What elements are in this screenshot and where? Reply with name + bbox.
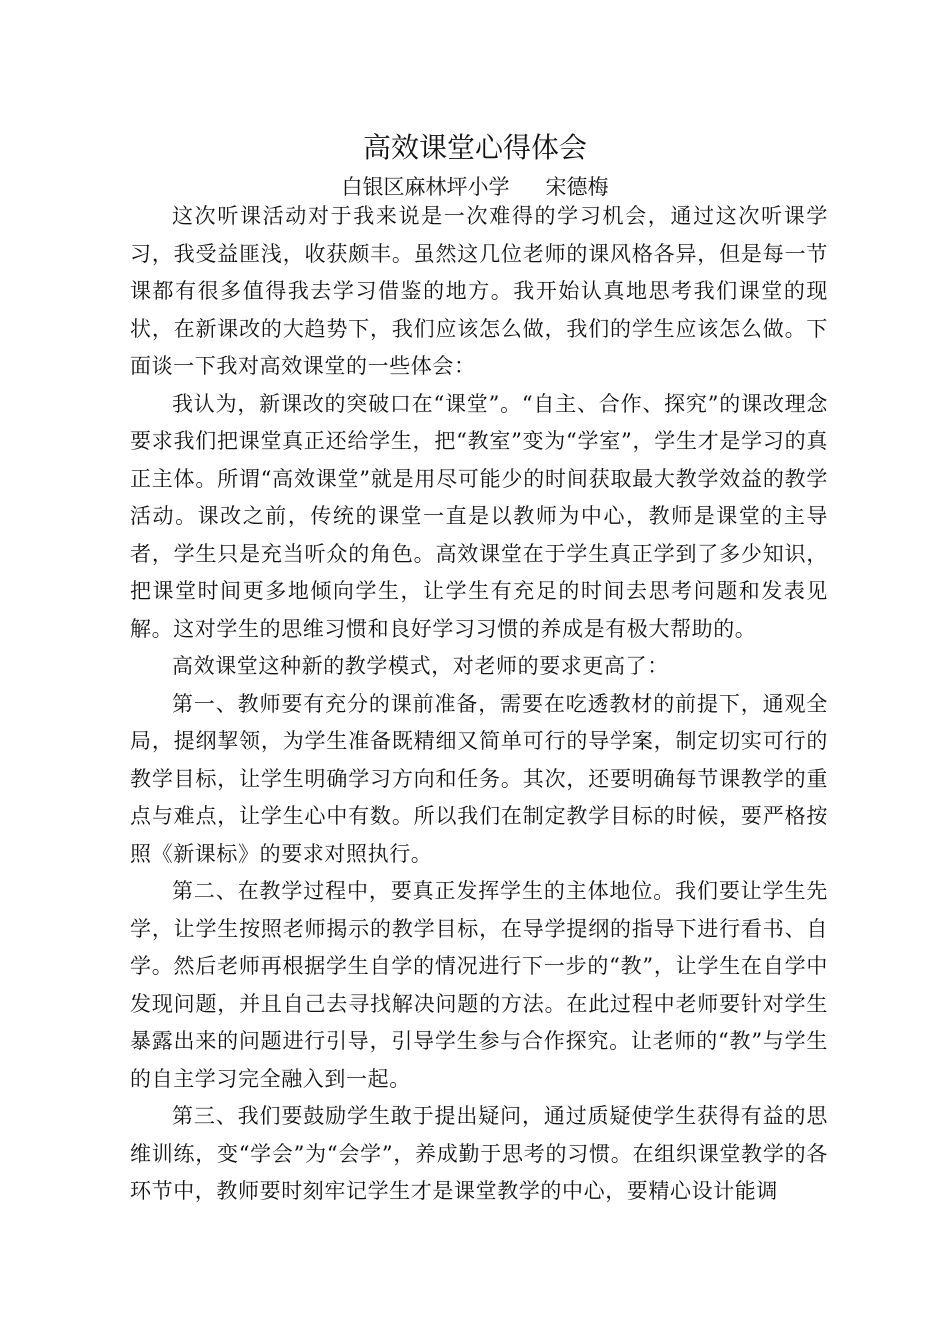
school-name: 白银区麻林坪小学 (341, 175, 510, 199)
paragraph-second-point: 第二、在教学过程中，要真正发挥学生的主体地位。我们要让学生先学，让学生按照老师揭示的教学目标，在导学提纲的指导下进行看书、自学。然后老师再根据学生自学的情况进行下一步的“教”，让学生在自学中发现问题，并且自己去寻找解决问题的方法。在此过程中老师要针对学生暴露出来的问题进行引导，引导学生参与合作探究。让老师的“教”与学生的自主学习完全融入到一起。 (130, 879, 828, 1091)
paragraph-intro: 这次听课活动对于我来说是一次难得的学习机会，通过这次听课学习，我受益匪浅，收获颇丰。虽然这几位老师的课风格各异，但是每一节课都有很多值得我去学习借鉴的地方。我开始认真地思考我们课堂的现状，在新课改的大趋势下，我们应该怎么做，我们的学生应该怎么做。下面谈一下我对高效课堂的一些体会： (130, 204, 828, 378)
document-body (130, 198, 828, 1211)
author-line (0, 173, 950, 201)
document-title: 高效课堂心得体会 (362, 131, 587, 164)
author-name: 宋德梅 (545, 175, 609, 199)
paragraph-third-point: 第三、我们要鼓励学生敢于提出疑问，通过质疑使学生获得有益的思维训练，变“学会”为“会学”，养成勤于思考的习惯。在组织课堂教学的各环节中，教师要时刻牢记学生才是课堂教学的中心，要精心设计能调 (130, 1104, 828, 1203)
paragraph-first-point: 第一、教师要有充分的课前准备，需要在吃透教材的前提下，通观全局，提纲挈领，为学生准备既精细又简单可行的导学案，制定切实可行的教学目标，让学生明确学习方向和任务。其次，还要明确每节课教学的重点与难点，让学生心中有数。所以我们在制定教学目标的时候，要严格按照《新课标》的要求对照执行。 (130, 691, 828, 866)
paragraph-new-curriculum: 我认为，新课改的突破口在“课堂”。“自主、合作、探究”的课改理念要求我们把课堂真正还给学生，把“教室”变为“学室”，学生才是学习的真正主体。所谓“高效课堂”就是用尽可能少的时间获取最大教学效益的教学活动。课改之前，传统的课堂一直是以教师为中心，教师是课堂的主导者，学生只是充当听众的角色。高效课堂在于学生真正学到了多少知识，把课堂时间更多地倾向学生，让学生有充足的时间去思考问题和发表见解。这对学生的思维习惯和良好学习习惯的养成是有极大帮助的。 (130, 391, 828, 641)
paragraph-requirements: 高效课堂这种新的教学模式，对老师的要求更高了： (172, 654, 669, 678)
